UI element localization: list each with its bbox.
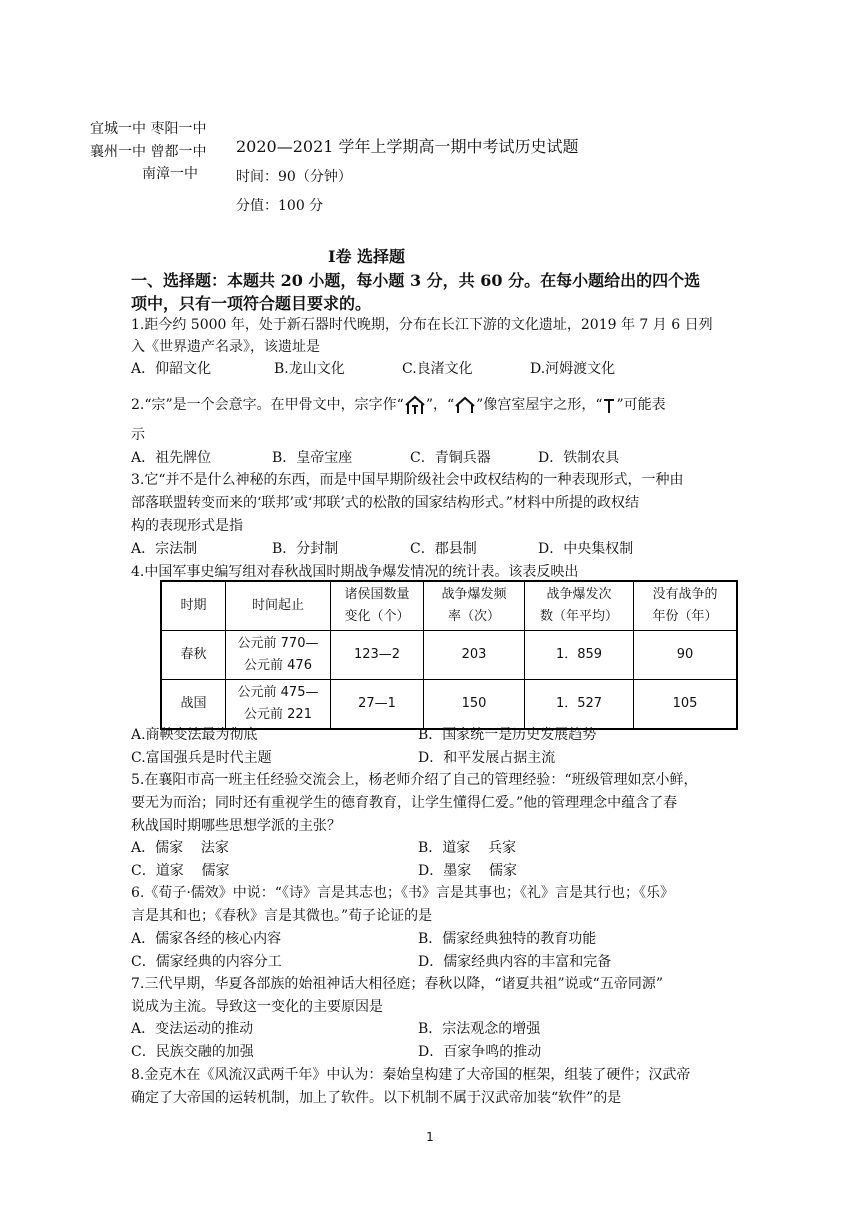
- q2-line-2: 示: [131, 427, 145, 443]
- q4-option-a: A.商鞅变法最为彻底: [131, 727, 258, 743]
- q6-option-c: C．儒家经典的内容分工: [131, 954, 282, 970]
- header-text: 诸侯国数量: [344, 587, 410, 602]
- table-cell-period: 春秋: [161, 631, 226, 680]
- q3-line-3: 构的表现形式是指: [131, 518, 243, 534]
- table-cell-frequency: 150: [424, 680, 525, 730]
- table-header-cell: [226, 581, 331, 631]
- table-cell-range: [226, 680, 331, 730]
- exam-time: 时间：90（分钟）: [236, 169, 352, 185]
- header-text: 战争爆发次: [546, 587, 612, 602]
- table-header-cell: [525, 581, 634, 631]
- table-header-cell: [634, 581, 738, 631]
- table-cell-range: [226, 631, 331, 680]
- oracle-altar-glyph-icon: [602, 394, 616, 416]
- header-text: 年份（年）: [652, 609, 718, 624]
- q1-line-1: 1.距今约 5000 年，处于新石器时代晚期，分布在长江下游的文化遗址，2019 年 7 月 6 日列: [131, 317, 713, 333]
- q5-option-d: D．墨家 儒家: [418, 863, 518, 879]
- q7-option-c: C．民族交融的加强: [131, 1044, 254, 1060]
- section-instruction-1: 一、选择题：本题共 20 小题，每小题 3 分，共 60 分。在每小题给出的四个选: [131, 271, 701, 290]
- q2-text-part-1: 2.“宗”是一个会意字。在甲骨文中，宗字作“: [131, 397, 404, 413]
- table-header-cell: [331, 581, 424, 631]
- q1-option-d: D.河姆渡文化: [530, 361, 616, 377]
- q5-option-b: B．道家 兵家: [418, 840, 517, 856]
- q7-option-a: A．变法运动的推动: [131, 1021, 254, 1037]
- q2-option-a: A．祖先牌位: [131, 450, 212, 466]
- q4-line-1: 4.中国军事史编写组对春秋战国时期战争爆发情况的统计表。该表反映出: [131, 564, 579, 580]
- header-text: 没有战争的: [652, 587, 718, 602]
- table-cell-states: 27—1: [331, 680, 424, 730]
- q8-line-1: 8.金克木在《风流汉武两千年》中认为：秦始皇构建了大帝国的框架，组装了硬件；汉武帝: [131, 1067, 691, 1083]
- q7-option-d: D．百家争鸣的推动: [418, 1044, 542, 1060]
- q3-option-c: C．郡县制: [410, 541, 477, 557]
- q6-option-d: D．儒家经典内容的丰富和完备: [418, 954, 612, 970]
- q5-line-1: 5.在襄阳市高一班主任经验交流会上，杨老师介绍了自己的管理经验：“班级管理如烹小鲜，: [131, 772, 698, 788]
- oracle-zong-glyph-icon: [404, 394, 426, 416]
- range-start: 公元前 770—: [237, 636, 319, 651]
- schools-line-3: 南漳一中: [142, 166, 198, 182]
- header-text: 战争爆发频: [441, 587, 507, 602]
- q2-option-d: D．铁制农具: [538, 450, 620, 466]
- q2-text-part-4: ”可能表: [616, 397, 666, 413]
- table-row: [161, 680, 737, 730]
- q8-line-2: 确定了大帝国的运转机制，加上了软件。以下机制不属于汉武帝加装“软件”的是: [131, 1090, 622, 1106]
- table-header-cell: [161, 581, 226, 631]
- table-cell-period: 战国: [161, 680, 226, 730]
- table-cell-peace-years: 105: [634, 680, 738, 730]
- q3-line-2: 部落联盟转变而来的‘联邦’或‘邦联’式的松散的国家结构形式。”材料中所提的政权结: [131, 495, 639, 511]
- exam-score: 分值：100 分: [236, 198, 324, 214]
- section-instruction-2: 项中，只有一项符合题目要求的。: [131, 294, 372, 313]
- q2-option-c: C．青铜兵器: [410, 450, 491, 466]
- q3-option-a: A．宗法制: [131, 541, 198, 557]
- schools-line-2: 襄州一中 曾都一中: [90, 144, 207, 160]
- table-header-row: [161, 581, 737, 631]
- q4-option-c: C.富国强兵是时代主题: [131, 750, 272, 766]
- header-text: 率（次）: [447, 609, 500, 624]
- q3-option-b: B．分封制: [272, 541, 339, 557]
- q6-option-a: A．儒家各经的核心内容: [131, 931, 282, 947]
- q5-line-2: 要无为而治；同时还有重视学生的德育教育，让学生懂得仁爱。”他的管理理念中蕴含了春: [131, 795, 678, 811]
- exam-title: 2020—2021 学年上学期高一期中考试历史试题: [236, 137, 579, 156]
- q6-line-2: 言是其和也；《春秋》言是其微也。”荀子论证的是: [131, 908, 433, 924]
- q5-option-c: C．道家 儒家: [131, 863, 230, 879]
- q3-option-d: D．中央集权制: [538, 541, 634, 557]
- page-number: 1: [426, 1130, 434, 1144]
- oracle-roof-glyph-icon: [454, 394, 476, 416]
- q1-line-2: 入《世界遗产名录》，该遗址是: [131, 339, 320, 355]
- q1-option-b: B.龙山文化: [274, 361, 345, 377]
- table-row: [161, 631, 737, 680]
- section-heading: Ⅰ卷 选择题: [328, 247, 406, 266]
- table-cell-peace-years: 90: [634, 631, 738, 680]
- q5-option-a: A．儒家 法家: [131, 840, 229, 856]
- q7-line-2: 说成为主流。导致这一变化的主要原因是: [131, 999, 383, 1015]
- range-end: 公元前 476: [244, 658, 312, 673]
- header-text: 时期: [180, 598, 207, 613]
- q2-line-1: [131, 394, 666, 416]
- table-cell-states: 123—2: [331, 631, 424, 680]
- q7-line-1: 7.三代早期，华夏各部族的始祖神话大相径庭；春秋以降，“诸夏共祖”说或“五帝同源”: [131, 976, 663, 992]
- q2-text-part-2: ”，“: [425, 397, 455, 413]
- q7-option-b: B．宗法观念的增强: [418, 1021, 541, 1037]
- header-text: 时间起止: [251, 598, 304, 613]
- header-text: 数（年平均）: [539, 609, 618, 624]
- range-start: 公元前 475—: [237, 685, 319, 700]
- q5-line-3: 秋战国时期哪些思想学派的主张？: [131, 818, 341, 834]
- schools-line-1: 宜城一中 枣阳一中: [90, 121, 207, 137]
- q6-line-1: 6.《荀子·儒效》中说：“《诗》言是其志也；《书》言是其事也；《礼》言是其行也；《乐》: [131, 885, 674, 901]
- range-end: 公元前 221: [244, 707, 312, 722]
- header-text: 变化（个）: [344, 609, 410, 624]
- q6-option-b: B．儒家经典独特的教育功能: [418, 931, 597, 947]
- q1-option-a: A．仰韶文化: [131, 361, 212, 377]
- q4-option-d: D．和平发展占据主流: [418, 750, 556, 766]
- q4-option-b: B．国家统一是历史发展趋势: [418, 727, 597, 743]
- table-cell-frequency: 203: [424, 631, 525, 680]
- table-header-cell: [424, 581, 525, 631]
- table-cell-average: 1．527: [525, 680, 634, 730]
- q2-option-b: B．皇帝宝座: [272, 450, 353, 466]
- q2-text-part-3: ”像宫室屋宇之形，“: [476, 397, 603, 413]
- table-cell-average: 1．859: [525, 631, 634, 680]
- q1-option-c: C.良渚文化: [402, 361, 473, 377]
- q3-line-1: 3.它“并不是什么神秘的东西，而是中国早期阶级社会中政权结构的一种表现形式，一种由: [131, 472, 684, 488]
- war-statistics-table: [160, 580, 738, 730]
